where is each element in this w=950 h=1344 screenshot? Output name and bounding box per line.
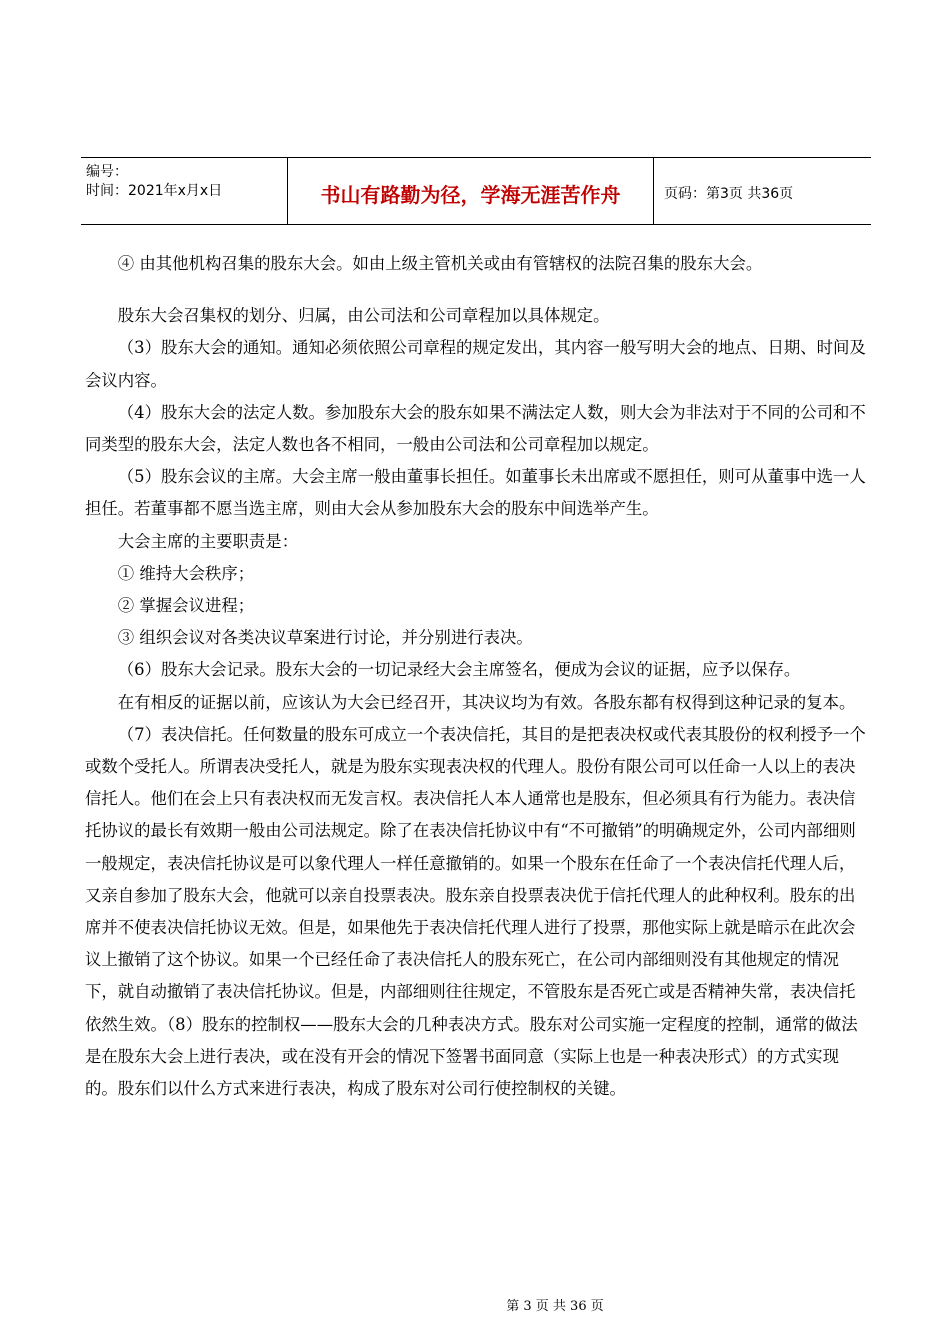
document-number-label: 编号： <box>86 164 128 180</box>
header-motto: 书山有路勤为径，学海无涯苦作舟 <box>287 158 654 224</box>
paragraph: （6）股东大会记录。股东大会的一切记录经大会主席签名，便成为会议的证据，应予以保存。 <box>117 660 801 680</box>
page-header <box>81 157 871 225</box>
paragraph: （7）表决信托。任何数量的股东可成立一个表决信托，其目的是把表决权或代表其股份的权利授予一个或数个受托人。所谓表决受托人，就是为股东实现表决权的代理人。股份有限公司可以任命一人以上的表决信托人。他们在会上只有表决权而无发言权。表决信托人本人通常也是股东，但必须具有行为能力。表决信托协议的最长有效期一般由公司法规定。除了在表决信托协议中有“不可撤销”的明确规定外，公司内部细则一般规定，表决信托协议是可以象代理人一样任意撤销的。如果一个股东在任命了一个表决信托代理人后，又亲自参加了股东大会，他就可以亲自投票表决。股东亲自投票表决优于信托代理人的此种权利。股东的出席并不使表决信托协议无效。但是，如果他先于表决信托代理人进行了投票，那他实际上就是暗示在此次会议上撤销了这个协议。如果一个已经任命了表决信托人的股东死亡，在公司内部细则没有其他规定的情况下，就自动撤销了表决信托协议。但是，内部细则往往规定，不管股东是否死亡或是否精神失常，表决信托依然生效。（8）股东的控制权——股东大会的几种表决方式。股东对公司实施一定程度的控制，通常的做法是在股东大会上进行表决，或在没有开会的情况下签署书面同意（实际上也是一种表决形式）的方式实现的。股东们以什么方式来进行表决，构成了股东对公司行使控制权的关键。 <box>85 724 866 1099</box>
paragraph: （5）股东会议的主席。大会主席一般由董事长担任。如董事长未出席或不愿担任，则可从董事中选一人担任。若董事都不愿当选主席，则由大会从参加股东大会的股东中间选举产生。 <box>85 467 866 519</box>
paragraph: ④ 由其他机构召集的股东大会。如由上级主管机关或由有管辖权的法院召集的股东大会。 <box>117 254 763 273</box>
document-time-label: 时间：2021年x月x日 <box>86 183 223 199</box>
paragraph: 大会主席的主要职责是： <box>117 531 299 551</box>
list-item: ① 维持大会秩序； <box>117 563 255 583</box>
page-footer: 第 3 页 共 36 页 <box>506 1299 604 1314</box>
paragraph: （4）股东大会的法定人数。参加股东大会的股东如果不满法定人数，则大会为非法对于不同的公司和不同类型的股东大会，法定人数也各不相同，一般由公司法和公司章程加以规定。 <box>85 402 866 455</box>
header-meta <box>81 158 287 224</box>
paragraph: 在有相反的证据以前，应该认为大会已经召开，其决议均为有效。各股东都有权得到这种记录的复本。 <box>117 692 856 712</box>
list-item: ② 掌握会议进程； <box>117 596 255 616</box>
document-body <box>85 248 867 1105</box>
list-item: ③ 组织会议对各类决议草案进行讨论，并分别进行表决。 <box>117 628 533 648</box>
paragraph: （3）股东大会的通知。通知必须依照公司章程的规定发出，其内容一般写明大会的地点、日期、时间及会议内容。 <box>85 338 866 390</box>
paragraph-gap <box>85 280 867 300</box>
header-page-info: 页码：第3页 共36页 <box>664 186 794 202</box>
paragraph: 股东大会召集权的划分、归属，由公司法和公司章程加以具体规定。 <box>117 306 610 326</box>
